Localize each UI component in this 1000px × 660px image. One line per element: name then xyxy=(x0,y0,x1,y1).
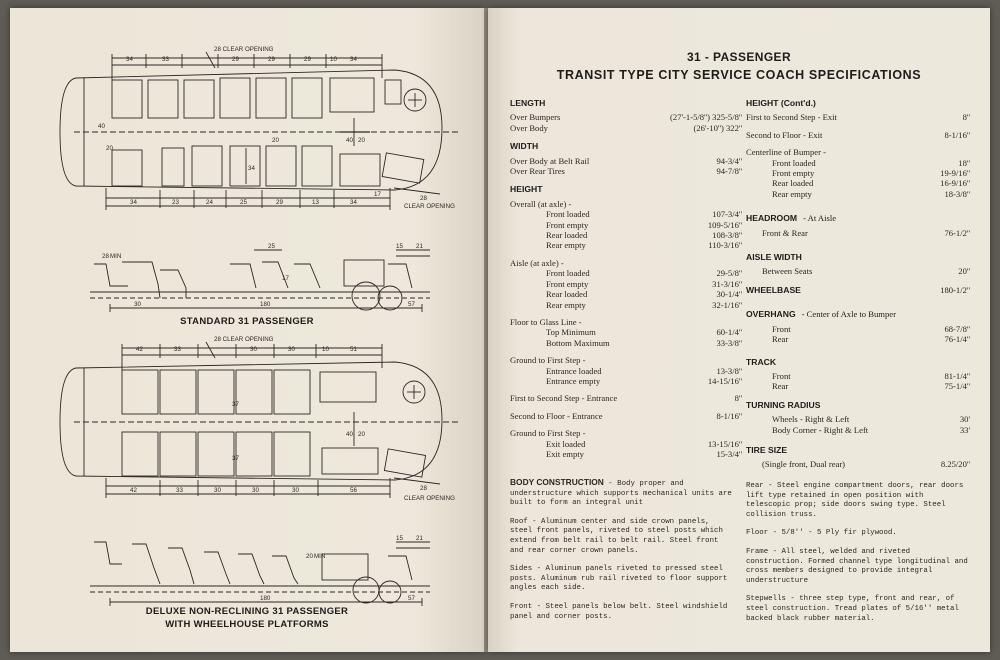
fig1-side-dimension: 57 xyxy=(408,301,415,308)
overall-label: Overall (at axle) - xyxy=(510,198,572,209)
bumper-label: Centerline of Bumper - xyxy=(746,147,826,158)
glass-row: Top Minimum 60-1/4'' xyxy=(546,327,742,338)
fig2-bottom-dimension: 28 xyxy=(420,485,427,492)
spec-column-right xyxy=(746,98,970,470)
ground-exit-row: Exit empty 15-3/4'' xyxy=(546,448,742,459)
overhang-heading: OVERHANG - Center of Axle to Bumper xyxy=(746,309,896,320)
fig2-door-clear-opening: CLEAR OPENING xyxy=(404,495,455,502)
floor-plan-standard xyxy=(60,52,458,210)
second-floor-entrance-row: Second to Floor - Entrance 8-1/16'' xyxy=(510,410,742,421)
floor-plan-deluxe xyxy=(60,342,458,498)
fig1-side-dimension: 15 xyxy=(396,243,403,250)
figure2-caption-line1: DELUXE NON-RECLINING 31 PASSENGER xyxy=(145,606,349,617)
tire-size-heading: TIRE SIZE xyxy=(746,444,788,455)
body-construction-rear: Rear - Steel engine compartment doors, rear doors lift type retained in open position with telescopic prop; side doors swing type. Steel collision truss. xyxy=(746,482,964,519)
fig1-bottom-dimension: 24 xyxy=(206,199,213,206)
figure1-caption: STANDARD 31 PASSENGER xyxy=(180,316,314,327)
ground-entrance-label: Ground to First Step - xyxy=(510,355,586,366)
spec-column-left xyxy=(510,98,742,459)
fig2-top-dimension: 30 xyxy=(288,346,295,353)
fig1-mid-dimension: 20 xyxy=(272,137,279,144)
fig2-bottom-dimension: 30 xyxy=(252,487,259,494)
ground-entrance-row: Entrance empty 14-15/16'' xyxy=(546,375,742,386)
height-row: Front empty 109-5/16'' xyxy=(546,219,742,230)
fig1-bottom-dimension: 34 xyxy=(350,199,357,206)
fig2-mid-dimension: 20 xyxy=(358,431,365,438)
body-construction-front: Front - Steel panels below belt. Steel windshield panel and corner posts. xyxy=(510,602,728,621)
fig2-side-dimension: 21 xyxy=(416,535,423,542)
fig2-side-dimension: MIN xyxy=(314,553,326,560)
spec-title-line2: TRANSIT TYPE CITY SERVICE COACH SPECIFICATIONS xyxy=(556,68,922,82)
height-row: Rear loaded 108-3/8'' xyxy=(546,230,742,241)
length-heading: LENGTH xyxy=(510,98,546,108)
fig1-side-dimension: 28 xyxy=(102,253,109,260)
body-construction-frame: Frame - All steel, welded and riveted construction. Formed channel type longitudinal and cross members designed to provide integral understructure xyxy=(746,547,968,585)
body-construction-intro: BODY CONSTRUCTION - Body proper and understructure which supports mechanical units are built to form an integral unit xyxy=(510,477,732,508)
headroom-heading: HEADROOM - At Aisle xyxy=(746,213,837,224)
first-second-exit-row: First to Second Step - Exit 8'' xyxy=(746,112,970,123)
fig1-top-dimension: 29 xyxy=(304,56,311,63)
turning-radius-heading: TURNING RADIUS xyxy=(746,399,821,410)
body-construction-roof: Roof - Aluminum center and side crown panels, steel front panels, riveted to steel posts which extend from belt rail to belt rail. Steel front and rear corner crown panels. xyxy=(510,517,723,555)
height-row: Rear empty 110-3/16'' xyxy=(546,240,742,251)
fig1-top-dimension: 29 xyxy=(268,56,275,63)
fig1-side-dimension: MIN xyxy=(110,253,122,260)
body-construction-sides: Sides - Aluminum panels riveted to pressed steel posts. Aluminum rub rail riveted to floor support angles each side. xyxy=(510,565,728,593)
fig1-door-width: 28 xyxy=(420,195,427,202)
overhang-row: Rear 76-1/4'' xyxy=(772,334,970,345)
body-construction-left xyxy=(510,478,736,631)
fig1-bottom-dimension: 25 xyxy=(240,199,247,206)
fig2-bottom-dimension: 56 xyxy=(350,487,357,494)
fig1-top-dimension: 34 xyxy=(126,56,133,63)
fig1-bottom-dimension: 13 xyxy=(312,199,319,206)
fig1-side-dimension: 17 xyxy=(282,275,289,282)
ground-entrance-row: Entrance loaded 13-3/8'' xyxy=(546,365,742,376)
wheelbase-heading: WHEELBASE 180-1/2'' xyxy=(746,284,970,295)
fig2-top-dimension: 10 xyxy=(322,346,329,353)
aisle-width-heading: AISLE WIDTH xyxy=(746,252,802,263)
ground-exit-label: Ground to First Step - xyxy=(510,428,586,439)
fig1-mid-dimension: 40 xyxy=(98,123,105,130)
body-construction-right xyxy=(746,482,972,633)
width-row: Over Rear Tires 94-7/8'' xyxy=(510,166,742,177)
width-heading: WIDTH xyxy=(510,141,539,152)
spec-title-line1: 31 - PASSENGER xyxy=(686,50,792,64)
height-row: Front loaded 107-3/4'' xyxy=(546,209,742,220)
aisle-label: Aisle (at axle) - xyxy=(510,257,564,268)
fig1-bottom-dimension: 34 xyxy=(130,199,137,206)
bumper-row: Front empty 19-9/16'' xyxy=(772,168,970,179)
fig1-side-dimension: 21 xyxy=(416,243,423,250)
right-page xyxy=(488,8,990,652)
figure2-caption-line2: WITH WHEELHOUSE PLATFORMS xyxy=(165,619,329,630)
turning-radius-row: Wheels - Right & Left 30' xyxy=(772,414,970,425)
fig2-mid-dimension: 37 xyxy=(232,455,239,462)
fig1-mid-dimension: 40 xyxy=(346,137,353,144)
fig1-bottom-dimension: 17 xyxy=(374,191,381,198)
width-row: Over Body at Belt Rail 94-3/4'' xyxy=(510,155,742,166)
fig1-bottom-dimension: 29 xyxy=(276,199,283,206)
fig1-side-dimension: 30 xyxy=(134,301,141,308)
fig2-clear-opening-label: 28 CLEAR OPENING xyxy=(214,336,274,343)
fig2-side-dimension: 57 xyxy=(408,595,415,602)
aisle-row: Front loaded 29-5/8'' xyxy=(546,268,742,279)
fig1-top-dimension: 29 xyxy=(232,56,239,63)
body-construction-floor: Floor - 5/8'' - 5 Ply fir plywood. xyxy=(746,529,897,538)
fig2-top-dimension: 33 xyxy=(174,346,181,353)
left-page xyxy=(10,8,484,652)
track-row: Front 81-1/4'' xyxy=(772,370,970,381)
ground-exit-row: Exit loaded 13-15/16'' xyxy=(546,438,742,449)
first-second-entrance-row: First to Second Step - Entrance 8'' xyxy=(510,393,742,404)
fig2-bottom-dimension: 33 xyxy=(176,487,183,494)
fig1-side-dimension: 25 xyxy=(268,243,275,250)
fig2-mid-dimension: 40 xyxy=(346,431,353,438)
fig2-side-dimension: 20 xyxy=(306,553,313,560)
fig1-bottom-dimension: 23 xyxy=(172,199,179,206)
height-contd-heading: HEIGHT (Cont'd.) xyxy=(746,98,816,108)
fig1-door-clear-opening: CLEAR OPENING xyxy=(404,203,455,210)
fig1-top-dimension: 34 xyxy=(350,56,357,63)
track-row: Rear 75-1/4'' xyxy=(772,381,970,392)
fig2-top-dimension: 30 xyxy=(250,346,257,353)
fig1-mid-dimension: 20 xyxy=(358,137,365,144)
fig1-side-dimension: 180 xyxy=(260,301,271,308)
fig1-mid-dimension: 34 xyxy=(248,165,255,172)
glass-label: Floor to Glass Line - xyxy=(510,316,582,327)
height-heading: HEIGHT xyxy=(510,184,543,195)
aisle-row: Front empty 31-3/16'' xyxy=(546,278,742,289)
turning-radius-row: Body Corner - Right & Left 33' xyxy=(772,424,970,435)
aisle-row: Rear empty 32-1/16'' xyxy=(546,299,742,310)
fig2-top-dimension: 42 xyxy=(136,346,143,353)
overhang-row: Front 68-7/8'' xyxy=(772,323,970,334)
fig2-side-dimension: 15 xyxy=(396,535,403,542)
length-row: Over Bumpers (27'-1-5/8'') 325-5/8'' xyxy=(510,112,742,123)
track-heading: TRACK xyxy=(746,356,777,367)
fig2-mid-dimension: 37 xyxy=(232,401,239,408)
fig2-bottom-dimension: 42 xyxy=(130,487,137,494)
bumper-row: Rear loaded 16-9/16'' xyxy=(772,178,970,189)
aisle-row: Rear loaded 30-1/4'' xyxy=(546,289,742,300)
glass-row: Bottom Maximum 33-3/8'' xyxy=(546,337,742,348)
fig1-top-dimension: 10 xyxy=(330,56,337,63)
fig2-bottom-dimension: 30 xyxy=(292,487,299,494)
length-row: Over Body (26'-10'') 322'' xyxy=(510,122,742,133)
second-floor-exit-row: Second to Floor - Exit 8-1/16'' xyxy=(746,129,970,140)
fig1-mid-dimension: 20 xyxy=(106,145,113,152)
bumper-row: Rear empty 18-3/8'' xyxy=(772,188,970,199)
aisle-width-row: Between Seats 20'' xyxy=(762,266,970,277)
headroom-row: Front & Rear 76-1/2'' xyxy=(762,227,970,238)
fig1-clear-opening-label: 28 CLEAR OPENING xyxy=(214,46,274,53)
fig2-bottom-dimension: 30 xyxy=(214,487,221,494)
fig2-top-dimension: 51 xyxy=(350,346,357,353)
bumper-row: Front loaded 18'' xyxy=(772,157,970,168)
fig2-side-dimension: 180 xyxy=(260,595,271,602)
fig1-top-dimension: 33 xyxy=(162,56,169,63)
bus-drawings xyxy=(10,8,484,652)
body-construction-stepwells: Stepwells - three step type, front and rear, of steel construction. Tread plates of 5/16'' metal backed black rubber material. xyxy=(746,595,959,623)
tire-size-row: (Single front, Dual rear) 8.25/20'' xyxy=(762,459,970,470)
